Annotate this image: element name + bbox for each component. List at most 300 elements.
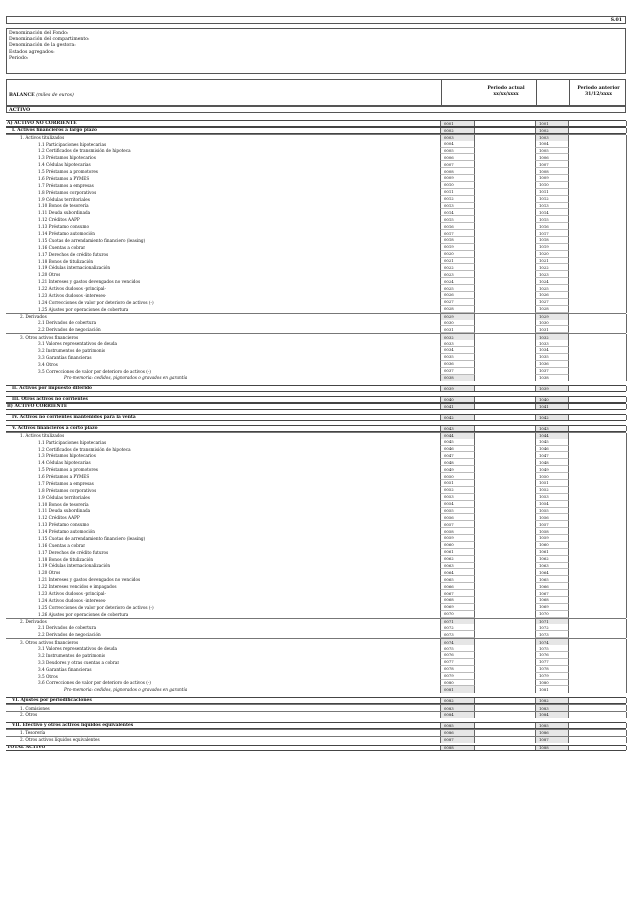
- row-value-previous[interactable]: [569, 535, 627, 542]
- balance-row: [6, 569, 626, 576]
- row-value-previous[interactable]: [569, 361, 627, 368]
- row-value-current[interactable]: [475, 121, 535, 126]
- row-code-current: 0077: [440, 659, 475, 666]
- row-label: 1.14 Préstamo automoción: [38, 231, 95, 237]
- row-value-current[interactable]: [475, 375, 535, 382]
- row-value-previous[interactable]: [569, 680, 627, 687]
- row-code-current: 0023: [440, 271, 475, 278]
- row-value-current[interactable]: [475, 278, 535, 285]
- row-code-current: 0062: [440, 556, 475, 563]
- balance-row: [6, 459, 626, 466]
- row-value-current[interactable]: [475, 244, 535, 251]
- row-value-previous[interactable]: [569, 189, 627, 196]
- balance-row: [6, 446, 626, 453]
- row-label: 3.2 Instrumentos de patrimonio: [38, 347, 106, 353]
- row-code-previous: 1028: [535, 306, 569, 313]
- row-label: 1.25 Correcciones de valor por deterioro de activos (-): [38, 604, 154, 610]
- balance-row: [6, 680, 626, 687]
- row-value-current[interactable]: [475, 189, 535, 196]
- row-value-current[interactable]: [475, 209, 535, 216]
- row-value-current[interactable]: [475, 535, 535, 542]
- row-value-current[interactable]: [475, 439, 535, 446]
- balance-row: [6, 354, 626, 361]
- row-label: 1.17 Derechos de crédito futuros: [38, 251, 109, 257]
- row-code-previous: 1053: [535, 494, 569, 501]
- row-value-previous[interactable]: [569, 397, 627, 402]
- balance-row: [6, 514, 626, 521]
- row-value-current[interactable]: [475, 459, 535, 466]
- form-code: S.01: [610, 18, 622, 23]
- row-value-previous[interactable]: [569, 746, 627, 751]
- row-value-current[interactable]: [475, 386, 535, 391]
- row-value-previous[interactable]: [569, 459, 627, 466]
- row-value-previous[interactable]: [569, 590, 627, 597]
- info-compartment-name: Denominación del compartimento:: [9, 36, 90, 42]
- row-code-previous: 1041: [535, 404, 569, 409]
- row-value-previous[interactable]: [569, 666, 627, 673]
- row-code-previous: 1044: [535, 433, 569, 439]
- row-value-previous[interactable]: [569, 542, 627, 549]
- row-code-current: 0036: [440, 361, 475, 368]
- row-code-current: 0044: [440, 433, 475, 439]
- row-code-current: 0056: [440, 514, 475, 521]
- row-code-previous: 1018: [535, 237, 569, 244]
- row-value-previous[interactable]: [569, 549, 627, 556]
- balance-row: [6, 618, 626, 625]
- row-value-previous[interactable]: [569, 326, 627, 333]
- row-value-previous[interactable]: [569, 216, 627, 223]
- row-code-previous: 1046: [535, 446, 569, 453]
- row-code-current: 0048: [440, 459, 475, 466]
- row-value-previous[interactable]: [569, 375, 627, 382]
- row-value-previous[interactable]: [569, 223, 627, 230]
- row-label: 3.4 Otros: [38, 361, 58, 367]
- row-value-previous[interactable]: [569, 611, 627, 618]
- row-value-current[interactable]: [475, 528, 535, 535]
- row-value-current[interactable]: [475, 563, 535, 570]
- row-value-previous[interactable]: [569, 737, 627, 743]
- row-value-previous[interactable]: [569, 556, 627, 563]
- row-label: VI. Ajustes por periodificaciones: [12, 698, 92, 704]
- row-label: 1.10 Bonos de tesorería: [38, 501, 89, 507]
- row-label: III. Otros activos no corrientes: [12, 397, 88, 403]
- row-value-current[interactable]: [475, 216, 535, 223]
- row-value-previous[interactable]: [569, 494, 627, 501]
- row-code-previous: 1045: [535, 439, 569, 446]
- row-value-current[interactable]: [475, 285, 535, 292]
- row-value-previous[interactable]: [569, 264, 627, 271]
- row-label: Pro-memoria: cedidos, pignorados o gravados en garantía: [64, 687, 188, 693]
- row-label: 2. Derivados: [20, 619, 47, 625]
- row-value-previous[interactable]: [569, 340, 627, 347]
- header-code-col-1: [441, 80, 476, 105]
- row-value-previous[interactable]: [569, 673, 627, 680]
- row-value-current[interactable]: [475, 271, 535, 278]
- row-value-previous[interactable]: [569, 563, 627, 570]
- row-value-previous[interactable]: [569, 508, 627, 515]
- balance-row: [6, 264, 626, 271]
- row-value-previous[interactable]: [569, 292, 627, 299]
- row-code-current: 0066: [440, 583, 475, 590]
- row-code-current: 0053: [440, 494, 475, 501]
- row-value-previous[interactable]: [569, 528, 627, 535]
- row-code-current: 0070: [440, 611, 475, 618]
- info-fund-name: Denominación del Fondo:: [9, 30, 69, 36]
- row-value-current[interactable]: [475, 659, 535, 666]
- row-value-current[interactable]: [475, 611, 535, 618]
- row-code-previous: 1002: [535, 128, 569, 133]
- row-code-current: 0016: [440, 223, 475, 230]
- row-value-current[interactable]: [475, 501, 535, 508]
- balance-row: [6, 652, 626, 659]
- row-value-current[interactable]: [475, 154, 535, 161]
- row-value-current[interactable]: [475, 182, 535, 189]
- row-value-current[interactable]: [475, 175, 535, 182]
- row-value-previous[interactable]: [569, 659, 627, 666]
- row-code-current: 0035: [440, 354, 475, 361]
- balance-row: [6, 196, 626, 203]
- row-value-current[interactable]: [475, 712, 535, 718]
- balance-row: [6, 480, 626, 487]
- row-code-previous: 1069: [535, 604, 569, 611]
- row-value-previous[interactable]: [569, 604, 627, 611]
- row-label: 1.14 Préstamo automoción: [38, 529, 95, 535]
- row-label: 1.1 Participaciones hipotecarias: [38, 141, 107, 147]
- row-code-previous: 1075: [535, 645, 569, 652]
- row-value-current[interactable]: [475, 446, 535, 453]
- row-value-current[interactable]: [475, 590, 535, 597]
- row-value-previous[interactable]: [569, 148, 627, 155]
- row-value-current[interactable]: [475, 196, 535, 203]
- row-value-previous[interactable]: [569, 299, 627, 306]
- row-value-previous[interactable]: [569, 501, 627, 508]
- row-value-current[interactable]: [475, 737, 535, 743]
- row-value-previous[interactable]: [569, 624, 627, 631]
- balance-row: [6, 729, 626, 736]
- row-value-previous[interactable]: [569, 237, 627, 244]
- row-value-previous[interactable]: [569, 175, 627, 182]
- row-value-current[interactable]: [475, 549, 535, 556]
- row-code-previous: 1070: [535, 611, 569, 618]
- balance-row: [6, 722, 626, 729]
- row-value-current[interactable]: [475, 514, 535, 521]
- row-value-current[interactable]: [475, 320, 535, 327]
- row-code-current: 0052: [440, 487, 475, 494]
- row-value-current[interactable]: [475, 666, 535, 673]
- row-code-current: 0026: [440, 292, 475, 299]
- row-value-previous[interactable]: [569, 209, 627, 216]
- row-label: A) ACTIVO NO CORRIENTE: [7, 121, 77, 126]
- row-value-previous[interactable]: [569, 452, 627, 459]
- row-code-current: 0021: [440, 258, 475, 265]
- row-label: 3.2 Instrumentos de patrimonio: [38, 652, 106, 658]
- row-value-current[interactable]: [475, 306, 535, 313]
- row-value-previous[interactable]: [569, 645, 627, 652]
- row-code-previous: 1033: [535, 340, 569, 347]
- row-code-previous: 1084: [535, 712, 569, 718]
- row-value-current[interactable]: [475, 680, 535, 687]
- row-code-current: 0084: [440, 712, 475, 718]
- row-value-previous[interactable]: [569, 439, 627, 446]
- row-label: 1.23 Activos dudosos -intereses-: [38, 292, 107, 298]
- row-value-previous[interactable]: [569, 426, 627, 431]
- row-value-previous[interactable]: [569, 631, 627, 638]
- row-code-previous: 1038: [535, 375, 569, 382]
- row-value-current[interactable]: [475, 569, 535, 576]
- row-value-previous[interactable]: [569, 182, 627, 189]
- row-value-current[interactable]: [475, 673, 535, 680]
- row-value-previous[interactable]: [569, 446, 627, 453]
- row-value-previous[interactable]: [569, 583, 627, 590]
- row-label: 1.19 Cédulas internacionalización: [38, 265, 111, 271]
- row-code-current: 0007: [440, 161, 475, 168]
- row-value-current[interactable]: [475, 148, 535, 155]
- row-code-current: 0081: [440, 686, 475, 693]
- balance-row: [6, 711, 626, 718]
- row-value-current[interactable]: [475, 223, 535, 230]
- row-label: 1.19 Cédulas internacionalización: [38, 563, 111, 569]
- row-code-current: 0018: [440, 237, 475, 244]
- row-label: Pro-memoria: cedidos, pignorados o gravados en garantía: [64, 375, 188, 381]
- row-code-current: 0038: [440, 375, 475, 382]
- row-value-previous[interactable]: [569, 521, 627, 528]
- row-value-current[interactable]: [475, 604, 535, 611]
- row-value-current[interactable]: [475, 368, 535, 375]
- row-label: 1.10 Bonos de tesorería: [38, 203, 89, 209]
- row-value-current[interactable]: [475, 686, 535, 693]
- row-value-current[interactable]: [475, 168, 535, 175]
- row-value-current[interactable]: [475, 251, 535, 258]
- row-value-previous[interactable]: [569, 161, 627, 168]
- row-code-current: 0005: [440, 148, 475, 155]
- row-value-current[interactable]: [475, 583, 535, 590]
- row-code-previous: 1009: [535, 175, 569, 182]
- form-code-box: [6, 16, 626, 24]
- row-code-current: 0072: [440, 624, 475, 631]
- row-code-previous: 1048: [535, 459, 569, 466]
- row-value-current[interactable]: [475, 292, 535, 299]
- row-value-current[interactable]: [475, 258, 535, 265]
- row-value-previous[interactable]: [569, 480, 627, 487]
- row-value-current[interactable]: [475, 473, 535, 480]
- row-value-current[interactable]: [475, 237, 535, 244]
- row-code-previous: 1083: [535, 705, 569, 711]
- row-label: 1.24 Correcciones de valor por deterioro de activos (-): [38, 299, 154, 305]
- row-value-previous[interactable]: [569, 278, 627, 285]
- row-value-current[interactable]: [475, 521, 535, 528]
- row-label: 1.6 Préstamos a PYMES: [38, 175, 90, 181]
- row-label: 2. Derivados: [20, 314, 47, 320]
- row-label: 1.26 Ajustes por operaciones de cobertura: [38, 611, 129, 617]
- row-label: 1.2 Certificados de transmisión de hipoteca: [38, 446, 131, 452]
- row-value-previous[interactable]: [569, 652, 627, 659]
- row-value-current[interactable]: [475, 723, 535, 728]
- row-code-previous: 1012: [535, 196, 569, 203]
- row-value-current[interactable]: [475, 487, 535, 494]
- row-value-previous[interactable]: [569, 576, 627, 583]
- row-value-previous[interactable]: [569, 354, 627, 361]
- row-value-previous[interactable]: [569, 415, 627, 420]
- row-value-previous[interactable]: [569, 306, 627, 313]
- row-value-previous[interactable]: [569, 347, 627, 354]
- row-value-previous[interactable]: [569, 244, 627, 251]
- row-code-previous: 1076: [535, 652, 569, 659]
- row-value-previous[interactable]: [569, 712, 627, 718]
- balance-row: [6, 168, 626, 175]
- row-code-previous: 1017: [535, 230, 569, 237]
- row-value-previous[interactable]: [569, 203, 627, 210]
- row-code-current: 0069: [440, 604, 475, 611]
- balance-row: [6, 611, 626, 618]
- row-value-previous[interactable]: [569, 686, 627, 693]
- row-value-previous[interactable]: [569, 368, 627, 375]
- row-code-current: 0006: [440, 154, 475, 161]
- row-value-previous[interactable]: [569, 597, 627, 604]
- row-code-previous: 1042: [535, 415, 569, 420]
- row-code-current: 0010: [440, 182, 475, 189]
- row-value-previous[interactable]: [569, 168, 627, 175]
- row-value-current[interactable]: [475, 645, 535, 652]
- row-code-previous: 1008: [535, 168, 569, 175]
- balance-row: [6, 216, 626, 223]
- row-code-current: 0068: [440, 597, 475, 604]
- row-value-previous[interactable]: [569, 698, 627, 703]
- row-code-previous: 1032: [535, 334, 569, 340]
- row-value-current[interactable]: [475, 264, 535, 271]
- row-value-current[interactable]: [475, 597, 535, 604]
- balance-row: [6, 258, 626, 265]
- row-code-previous: 1065: [535, 576, 569, 583]
- previous-period-date: 31/12/xxxx: [584, 91, 613, 97]
- row-value-current[interactable]: [475, 161, 535, 168]
- balance-row: [6, 736, 626, 743]
- row-label: 3.5 Correcciones de valor por deterioro de activos (-): [38, 368, 151, 374]
- row-value-current[interactable]: [475, 203, 535, 210]
- row-value-current[interactable]: [475, 354, 535, 361]
- row-code-previous: 1049: [535, 466, 569, 473]
- balance-row: [6, 659, 626, 666]
- row-value-current[interactable]: [475, 746, 535, 751]
- row-value-previous[interactable]: [569, 723, 627, 728]
- row-code-current: 0051: [440, 480, 475, 487]
- section-title-activo: [6, 106, 626, 113]
- row-value-current[interactable]: [475, 494, 535, 501]
- row-value-previous[interactable]: [569, 487, 627, 494]
- row-label: 1.21 Intereses y gastos devengados no vencidos: [38, 577, 141, 583]
- row-code-current: 0011: [440, 189, 475, 196]
- balance-row: [6, 368, 626, 375]
- row-value-previous[interactable]: [569, 154, 627, 161]
- header-current-period: [476, 86, 536, 97]
- row-value-current[interactable]: [475, 361, 535, 368]
- row-code-previous: 1024: [535, 278, 569, 285]
- row-value-current[interactable]: [475, 426, 535, 431]
- row-value-previous[interactable]: [569, 569, 627, 576]
- row-code-current: 0055: [440, 508, 475, 515]
- row-code-current: 0034: [440, 347, 475, 354]
- row-value-previous[interactable]: [569, 141, 627, 148]
- row-value-previous[interactable]: [569, 121, 627, 126]
- row-value-current[interactable]: [475, 230, 535, 237]
- row-value-current[interactable]: [475, 652, 535, 659]
- row-code-current: 0042: [440, 415, 475, 420]
- row-value-current[interactable]: [475, 397, 535, 402]
- row-value-previous[interactable]: [569, 271, 627, 278]
- row-value-current[interactable]: [475, 404, 535, 409]
- row-value-previous[interactable]: [569, 404, 627, 409]
- row-value-current[interactable]: [475, 347, 535, 354]
- row-value-previous[interactable]: [569, 473, 627, 480]
- row-value-previous[interactable]: [569, 128, 627, 133]
- row-code-current: 0086: [440, 730, 475, 736]
- row-code-previous: 1056: [535, 514, 569, 521]
- row-value-current[interactable]: [475, 466, 535, 473]
- row-value-previous[interactable]: [569, 466, 627, 473]
- row-value-previous[interactable]: [569, 320, 627, 327]
- row-value-current[interactable]: [475, 576, 535, 583]
- row-value-previous[interactable]: [569, 230, 627, 237]
- balance-row: [6, 563, 626, 570]
- row-value-current[interactable]: [475, 508, 535, 515]
- row-value-current[interactable]: [475, 452, 535, 459]
- row-value-previous[interactable]: [569, 251, 627, 258]
- row-code-previous: 1087: [535, 737, 569, 743]
- row-code-previous: 1029: [535, 314, 569, 320]
- row-code-previous: 1061: [535, 549, 569, 556]
- row-code-current: 0045: [440, 439, 475, 446]
- row-value-previous[interactable]: [569, 514, 627, 521]
- row-value-current[interactable]: [475, 542, 535, 549]
- row-value-previous[interactable]: [569, 386, 627, 391]
- row-code-current: 0047: [440, 452, 475, 459]
- row-value-previous[interactable]: [569, 258, 627, 265]
- row-label: 1.4 Cédulas hipotecarias: [38, 162, 91, 168]
- row-code-previous: 1006: [535, 154, 569, 161]
- row-label: 1.22 Intereses vencidos e impagados: [38, 584, 117, 590]
- row-label: 2.1 Derivados de cobertura: [38, 625, 97, 631]
- row-value-current[interactable]: [475, 556, 535, 563]
- balance-row: [6, 425, 626, 432]
- row-code-current: 0013: [440, 203, 475, 210]
- row-value-previous[interactable]: [569, 285, 627, 292]
- row-value-current[interactable]: [475, 480, 535, 487]
- row-value-current[interactable]: [475, 326, 535, 333]
- row-value-current[interactable]: [475, 299, 535, 306]
- row-label: 1.4 Cédulas hipotecarias: [38, 460, 91, 466]
- balance-row: [6, 182, 626, 189]
- row-code-current: 0082: [440, 698, 475, 703]
- balance-row: [6, 361, 626, 368]
- balance-row: [6, 141, 626, 148]
- row-value-current[interactable]: [475, 698, 535, 703]
- row-value-current[interactable]: [475, 631, 535, 638]
- row-code-previous: 1063: [535, 563, 569, 570]
- row-value-current[interactable]: [475, 141, 535, 148]
- row-code-current: 0039: [440, 386, 475, 391]
- row-value-previous[interactable]: [569, 196, 627, 203]
- row-label: 1.3 Préstamos hipotecarios: [38, 453, 96, 459]
- row-value-current[interactable]: [475, 624, 535, 631]
- row-value-current[interactable]: [475, 128, 535, 133]
- row-value-current[interactable]: [475, 340, 535, 347]
- row-code-current: 0057: [440, 521, 475, 528]
- row-label: 2.1 Derivados de cobertura: [38, 320, 97, 326]
- balance-row: [6, 189, 626, 196]
- row-label: B) ACTIVO CORRIENTE: [7, 404, 68, 410]
- row-value-current[interactable]: [475, 415, 535, 420]
- info-aggregated-states: Estados agregados:: [9, 49, 55, 55]
- row-code-previous: 1027: [535, 299, 569, 306]
